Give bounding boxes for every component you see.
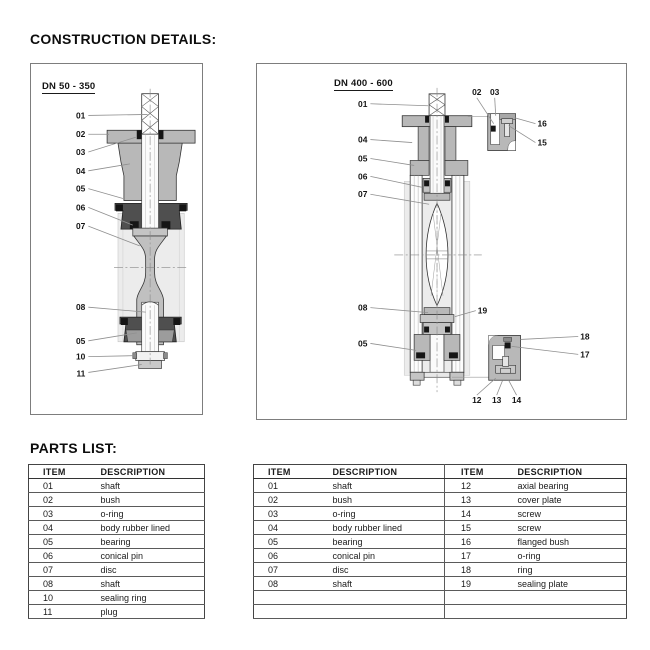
parts-list-title: PARTS LIST: — [30, 440, 118, 456]
item-cell: 03 — [29, 507, 99, 521]
table-row — [29, 563, 205, 577]
description-cell — [516, 605, 627, 619]
callout-leader-line — [515, 118, 536, 124]
description-cell: screw — [516, 507, 627, 521]
item-cell: 13 — [445, 493, 516, 507]
callout-leader-line — [88, 356, 135, 357]
description-cell: o-ring — [331, 507, 445, 521]
description-cell: body rubber lined — [99, 521, 205, 535]
table-row — [254, 577, 627, 591]
item-cell — [445, 591, 516, 605]
table-row — [254, 549, 627, 563]
column-header-description-1: DESCRIPTION — [331, 465, 445, 479]
valve-cross-section-dn50-350 — [31, 64, 202, 414]
callout-label-02: 02 — [472, 86, 482, 97]
table-row — [254, 521, 627, 535]
parts-table-left — [28, 464, 204, 619]
item-cell: 19 — [445, 577, 516, 591]
table-row — [29, 549, 205, 563]
table-row — [254, 563, 627, 577]
table-row — [254, 605, 627, 619]
description-cell: shaft — [99, 577, 205, 591]
callout-leader-line — [370, 104, 428, 106]
callout-label-05: 05 — [358, 338, 368, 349]
table-row — [29, 535, 205, 549]
item-cell: 16 — [445, 535, 516, 549]
description-cell — [516, 591, 627, 605]
item-cell: 07 — [29, 563, 99, 577]
callout-label-06: 06 — [358, 171, 368, 182]
valve-cross-section-dn400-600 — [257, 64, 626, 419]
callout-label-05: 05 — [358, 153, 368, 164]
item-cell — [254, 591, 331, 605]
table-row — [254, 535, 627, 549]
description-cell: shaft — [99, 479, 205, 493]
item-cell: 17 — [445, 549, 516, 563]
description-cell: ring — [516, 563, 627, 577]
callout-leader-line — [497, 380, 503, 395]
description-cell: sealing plate — [516, 577, 627, 591]
right-table — [253, 464, 627, 619]
item-cell: 04 — [254, 521, 331, 535]
callout-leader-line — [88, 114, 147, 115]
callout-label-03: 03 — [490, 86, 500, 97]
callout-leader-line — [512, 346, 579, 354]
callout-leader-line — [477, 378, 496, 395]
description-cell — [331, 605, 445, 619]
item-cell: 03 — [254, 507, 331, 521]
table-row — [29, 521, 205, 535]
description-cell: o-ring — [516, 549, 627, 563]
construction-details-title: CONSTRUCTION DETAILS: — [30, 31, 217, 47]
item-cell: 05 — [254, 535, 331, 549]
description-cell: flanged bush — [516, 535, 627, 549]
description-cell — [331, 591, 445, 605]
callout-label-15: 15 — [537, 137, 547, 148]
description-cell: bearing — [331, 535, 445, 549]
item-cell: 06 — [254, 549, 331, 563]
callout-label-06: 06 — [76, 202, 86, 213]
callout-label-11: 11 — [76, 368, 86, 379]
description-cell: disc — [331, 563, 445, 577]
callout-label-12: 12 — [472, 395, 482, 406]
column-header-item-2: ITEM — [445, 465, 516, 479]
item-cell: 02 — [254, 493, 331, 507]
table-row — [29, 493, 205, 507]
description-cell: body rubber lined — [331, 521, 445, 535]
callout-label-14: 14 — [511, 395, 522, 406]
callout-leader-line — [88, 189, 123, 199]
callout-label-02: 02 — [76, 129, 86, 140]
column-header-description-1: DESCRIPTION — [99, 465, 205, 479]
table-row — [29, 591, 205, 605]
callout-leader-line — [88, 365, 141, 373]
item-cell: 01 — [254, 479, 331, 493]
callout-label-17: 17 — [580, 349, 590, 360]
dn-range-label-right: DN 400 - 600 — [334, 78, 393, 89]
description-cell: o-ring — [99, 507, 205, 521]
callout-label-04: 04 — [358, 134, 368, 145]
item-cell: 11 — [29, 605, 99, 619]
description-cell: screw — [516, 521, 627, 535]
table-row — [29, 577, 205, 591]
callout-label-19: 19 — [477, 305, 488, 316]
callout-label-07: 07 — [358, 189, 368, 200]
left-table — [28, 464, 205, 619]
callout-label-07: 07 — [76, 221, 86, 232]
callout-leader-line — [477, 98, 494, 124]
description-cell: axial bearing — [516, 479, 627, 493]
callout-label-10: 10 — [76, 351, 86, 362]
callout-label-03: 03 — [76, 146, 86, 157]
item-cell — [254, 605, 331, 619]
callout-label-04: 04 — [76, 165, 86, 176]
column-header-description-3: DESCRIPTION — [516, 465, 627, 479]
diagram-box-dn50-350 — [30, 63, 203, 415]
callout-label-18: 18 — [580, 331, 590, 342]
item-cell: 07 — [254, 563, 331, 577]
item-cell: 08 — [254, 577, 331, 591]
table-row — [29, 605, 205, 619]
description-cell: bush — [99, 493, 205, 507]
callout-leader-line — [509, 380, 517, 395]
callout-label-01: 01 — [76, 110, 86, 121]
description-cell: shaft — [331, 577, 445, 591]
item-cell: 02 — [29, 493, 99, 507]
item-cell: 04 — [29, 521, 99, 535]
item-cell: 05 — [29, 535, 99, 549]
description-cell: bearing — [99, 535, 205, 549]
column-header-item-0: ITEM — [29, 465, 99, 479]
item-cell: 18 — [445, 563, 516, 577]
item-cell: 06 — [29, 549, 99, 563]
dn-range-label-left: DN 50 - 350 — [42, 81, 96, 92]
parts-table-right — [253, 464, 626, 619]
description-cell: bush — [331, 493, 445, 507]
callout-leader-line — [495, 98, 496, 116]
diagram-box-dn400-600 — [256, 63, 627, 420]
table-row — [254, 591, 627, 605]
description-cell: conical pin — [331, 549, 445, 563]
callout-label-08: 08 — [358, 302, 368, 313]
callout-leader-line — [521, 336, 579, 339]
description-cell: plug — [99, 605, 205, 619]
item-cell: 14 — [445, 507, 516, 521]
description-cell: sealing ring — [99, 591, 205, 605]
table-row — [254, 493, 627, 507]
callout-leader-line — [370, 158, 414, 165]
table-row — [29, 507, 205, 521]
description-cell: disc — [99, 563, 205, 577]
item-cell: 15 — [445, 521, 516, 535]
callout-label-01: 01 — [358, 98, 368, 109]
callout-label-05: 05 — [76, 183, 86, 194]
table-row — [29, 479, 205, 493]
table-row — [254, 507, 627, 521]
item-cell: 12 — [445, 479, 516, 493]
item-cell: 01 — [29, 479, 99, 493]
item-cell — [445, 605, 516, 619]
description-cell: conical pin — [99, 549, 205, 563]
item-cell: 10 — [29, 591, 99, 605]
table-row — [254, 479, 627, 493]
description-cell: cover plate — [516, 493, 627, 507]
column-header-item-0: ITEM — [254, 465, 331, 479]
callout-label-16: 16 — [537, 118, 547, 129]
callout-label-08: 08 — [76, 302, 86, 313]
callout-label-13: 13 — [491, 395, 502, 406]
item-cell: 08 — [29, 577, 99, 591]
callout-leader-line — [370, 140, 412, 143]
description-cell: shaft — [331, 479, 445, 493]
callout-label-05: 05 — [76, 335, 86, 346]
